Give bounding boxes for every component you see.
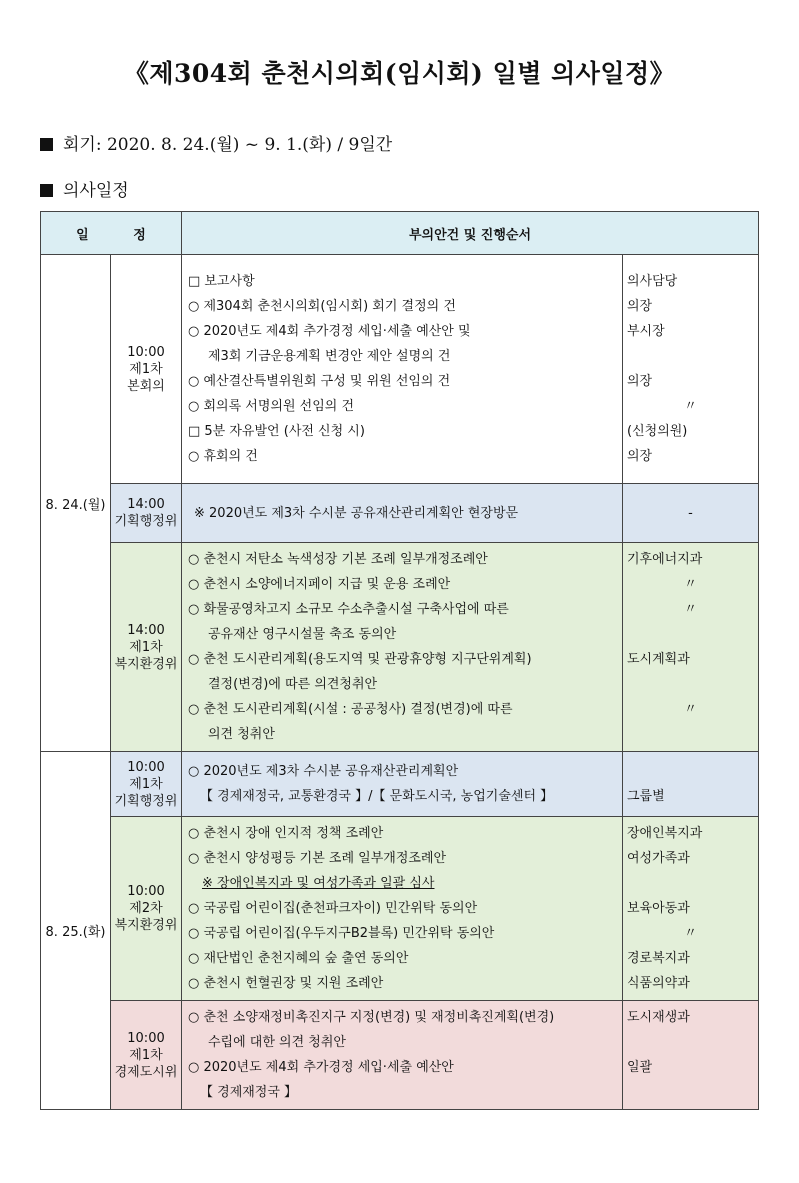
responsible-cell	[623, 1001, 759, 1110]
table-header-row	[41, 212, 759, 255]
responsible	[627, 1080, 754, 1105]
agenda-item: ○ 재단법인 춘천지혜의 숲 출연 동의안	[188, 951, 409, 966]
responsible	[627, 344, 754, 369]
responsible	[627, 672, 754, 697]
agenda-item: ○ 2020년도 제4회 추가경정 세입·세출 예산안	[188, 1060, 454, 1075]
session-number: 제1차	[129, 776, 163, 792]
session-cell	[111, 752, 182, 817]
table-row	[41, 1001, 759, 1110]
table-row	[41, 484, 759, 543]
agenda-item: 공유재산 영구시설물 축조 동의안	[208, 627, 397, 642]
agenda-items	[182, 543, 623, 752]
agenda-item: ○ 회의록 서명의원 선임의 건	[188, 399, 355, 414]
agenda-item: ○ 춘천시 저탄소 녹색성장 기본 조례 일부개정조례안	[188, 552, 488, 567]
table-row	[41, 817, 759, 1001]
session-time: 10:00	[127, 1030, 165, 1046]
agenda-item: ○ 국공립 어린이집(우두지구B2블록) 민간위탁 동의안	[188, 926, 495, 941]
page-title: 《제304회 춘천시의회(임시회) 일별 의사일정》	[123, 59, 676, 88]
agenda-items	[182, 817, 623, 1001]
agenda-item: 【 경제재정국, 교통환경국 】/【 문화도시국, 농업기술센터 】	[200, 789, 554, 804]
agenda-item: 【 경제재정국 】	[200, 1085, 298, 1100]
responsible-cell: -	[623, 484, 759, 543]
session-time: 10:00	[127, 884, 165, 899]
agenda-item: □ 보고사항	[188, 274, 255, 289]
session-cell	[111, 255, 182, 484]
responsible	[627, 622, 754, 647]
responsible: 〃	[684, 577, 698, 592]
responsible-cell	[623, 817, 759, 1001]
schedule-table	[40, 211, 759, 1110]
session-number: 제1차	[129, 1047, 163, 1063]
session-number: 제1차	[129, 361, 163, 377]
responsible-cell	[623, 255, 759, 484]
square-bullet-icon	[40, 184, 53, 197]
date-cell: 8. 24.(월)	[41, 255, 111, 752]
responsible: 〃	[684, 399, 698, 414]
session-cell	[111, 543, 182, 752]
responsible: 의장	[627, 374, 653, 389]
responsible	[627, 871, 754, 896]
responsible-cell	[623, 752, 759, 817]
session-cell	[111, 1001, 182, 1110]
session-number: 제1차	[129, 639, 163, 655]
responsible: 여성가족과	[627, 851, 690, 866]
agenda-item: ○ 춘천시 장애 인지적 정책 조례안	[188, 826, 384, 841]
agenda-heading	[40, 176, 129, 201]
header-date: 일 정	[41, 212, 182, 255]
responsible: 도시재생과	[627, 1010, 690, 1025]
agenda-items	[182, 255, 623, 484]
responsible: 〃	[684, 926, 698, 941]
responsible	[627, 1030, 754, 1055]
agenda-item: ○ 휴회의 건	[188, 449, 258, 464]
agenda-item: ○ 제304회 춘천시의회(임시회) 회기 결정의 건	[188, 299, 456, 314]
responsible: 보육아동과	[627, 901, 690, 916]
session-time: 10:00	[127, 759, 165, 775]
agenda-item: 제3회 기금운용계획 변경안 제안 설명의 건	[208, 349, 451, 364]
agenda-heading-text: 의사일정	[63, 181, 129, 201]
agenda-item: ○ 예산결산특별위원회 구성 및 위원 선임의 건	[188, 374, 451, 389]
responsible: 일괄	[627, 1060, 653, 1075]
responsible: 그룹별	[627, 789, 665, 804]
responsible	[627, 722, 754, 747]
header-items: 부의안건 및 진행순서	[182, 212, 759, 255]
session-body: 기획행정위	[114, 514, 178, 529]
session-period	[40, 130, 392, 155]
responsible: 기후에너지과	[627, 552, 703, 567]
agenda-item: ○ 국공립 어린이집(춘천파크자이) 민간위탁 동의안	[188, 901, 478, 916]
session-time: 14:00	[127, 622, 165, 638]
responsible: 부시장	[627, 324, 665, 339]
session-time: 10:00	[127, 344, 165, 360]
session-body: 기획행정위	[114, 793, 178, 809]
agenda-items	[182, 752, 623, 817]
responsible	[627, 759, 754, 784]
agenda-item: ○ 2020년도 제3차 수시분 공유재산관리계획안	[188, 764, 459, 779]
responsible: 〃	[684, 602, 698, 617]
session-text: 회기: 2020. 8. 24.(월) ~ 9. 1.(화) / 9일간	[63, 135, 393, 155]
responsible: 장애인복지과	[627, 826, 703, 841]
agenda-item: □ 5분 자유발언 (사전 신청 시)	[188, 424, 365, 439]
agenda-item: ○ 춘천 도시관리계획(용도지역 및 관광휴양형 지구단위계획)	[188, 652, 532, 667]
agenda-item: ○ 2020년도 제4회 추가경정 세입·세출 예산안 및	[188, 324, 471, 339]
agenda-note: ※ 장애인복지과 및 여성가족과 일괄 심사	[202, 876, 435, 891]
responsible: 의사담당	[627, 274, 678, 289]
square-bullet-icon	[40, 138, 53, 151]
agenda-items	[182, 484, 623, 543]
session-body: 복지환경위	[114, 918, 178, 933]
responsible: 의장	[627, 299, 653, 314]
responsible: 도시계획과	[627, 652, 690, 667]
responsible: 경로복지과	[627, 951, 690, 966]
agenda-item: ○ 춘천시 소양에너지페이 지급 및 운용 조례안	[188, 577, 451, 592]
responsible: 식품의약과	[627, 976, 690, 991]
agenda-item: ○ 화물공영차고지 소규모 수소추출시설 구축사업에 따른	[188, 602, 509, 617]
session-body: 경제도시위	[114, 1064, 178, 1080]
agenda-item: 의견 청취안	[208, 727, 275, 742]
table-row	[41, 752, 759, 817]
session-body: 본회의	[127, 378, 165, 394]
date-cell: 8. 25.(화)	[41, 752, 111, 1110]
agenda-item: ○ 춘천시 양성평등 기본 조례 일부개정조례안	[188, 851, 447, 866]
agenda-item: ※ 2020년도 제3차 수시분 공유재산관리계획안 현장방문	[194, 505, 519, 521]
session-cell	[111, 484, 182, 543]
table-row	[41, 543, 759, 752]
agenda-item: ○ 춘천 소양재정비촉진지구 지정(변경) 및 재정비촉진계획(변경)	[188, 1010, 555, 1025]
agenda-item: 수립에 대한 의견 청취안	[208, 1035, 346, 1050]
responsible: (신청의원)	[627, 424, 688, 439]
agenda-item: ○ 춘천시 헌혈권장 및 지원 조례안	[188, 976, 384, 991]
agenda-item: ○ 춘천 도시관리계획(시설 : 공공청사) 결정(변경)에 따른	[188, 702, 513, 717]
session-cell	[111, 817, 182, 1001]
responsible: 〃	[684, 702, 698, 717]
responsible: 의장	[627, 449, 653, 464]
session-body: 복지환경위	[114, 656, 178, 672]
session-number: 제2차	[129, 901, 163, 916]
agenda-item: 결정(변경)에 따른 의견청취안	[208, 677, 378, 692]
session-time: 14:00	[127, 497, 165, 512]
responsible-cell	[623, 543, 759, 752]
table-row	[41, 255, 759, 484]
agenda-items	[182, 1001, 623, 1110]
